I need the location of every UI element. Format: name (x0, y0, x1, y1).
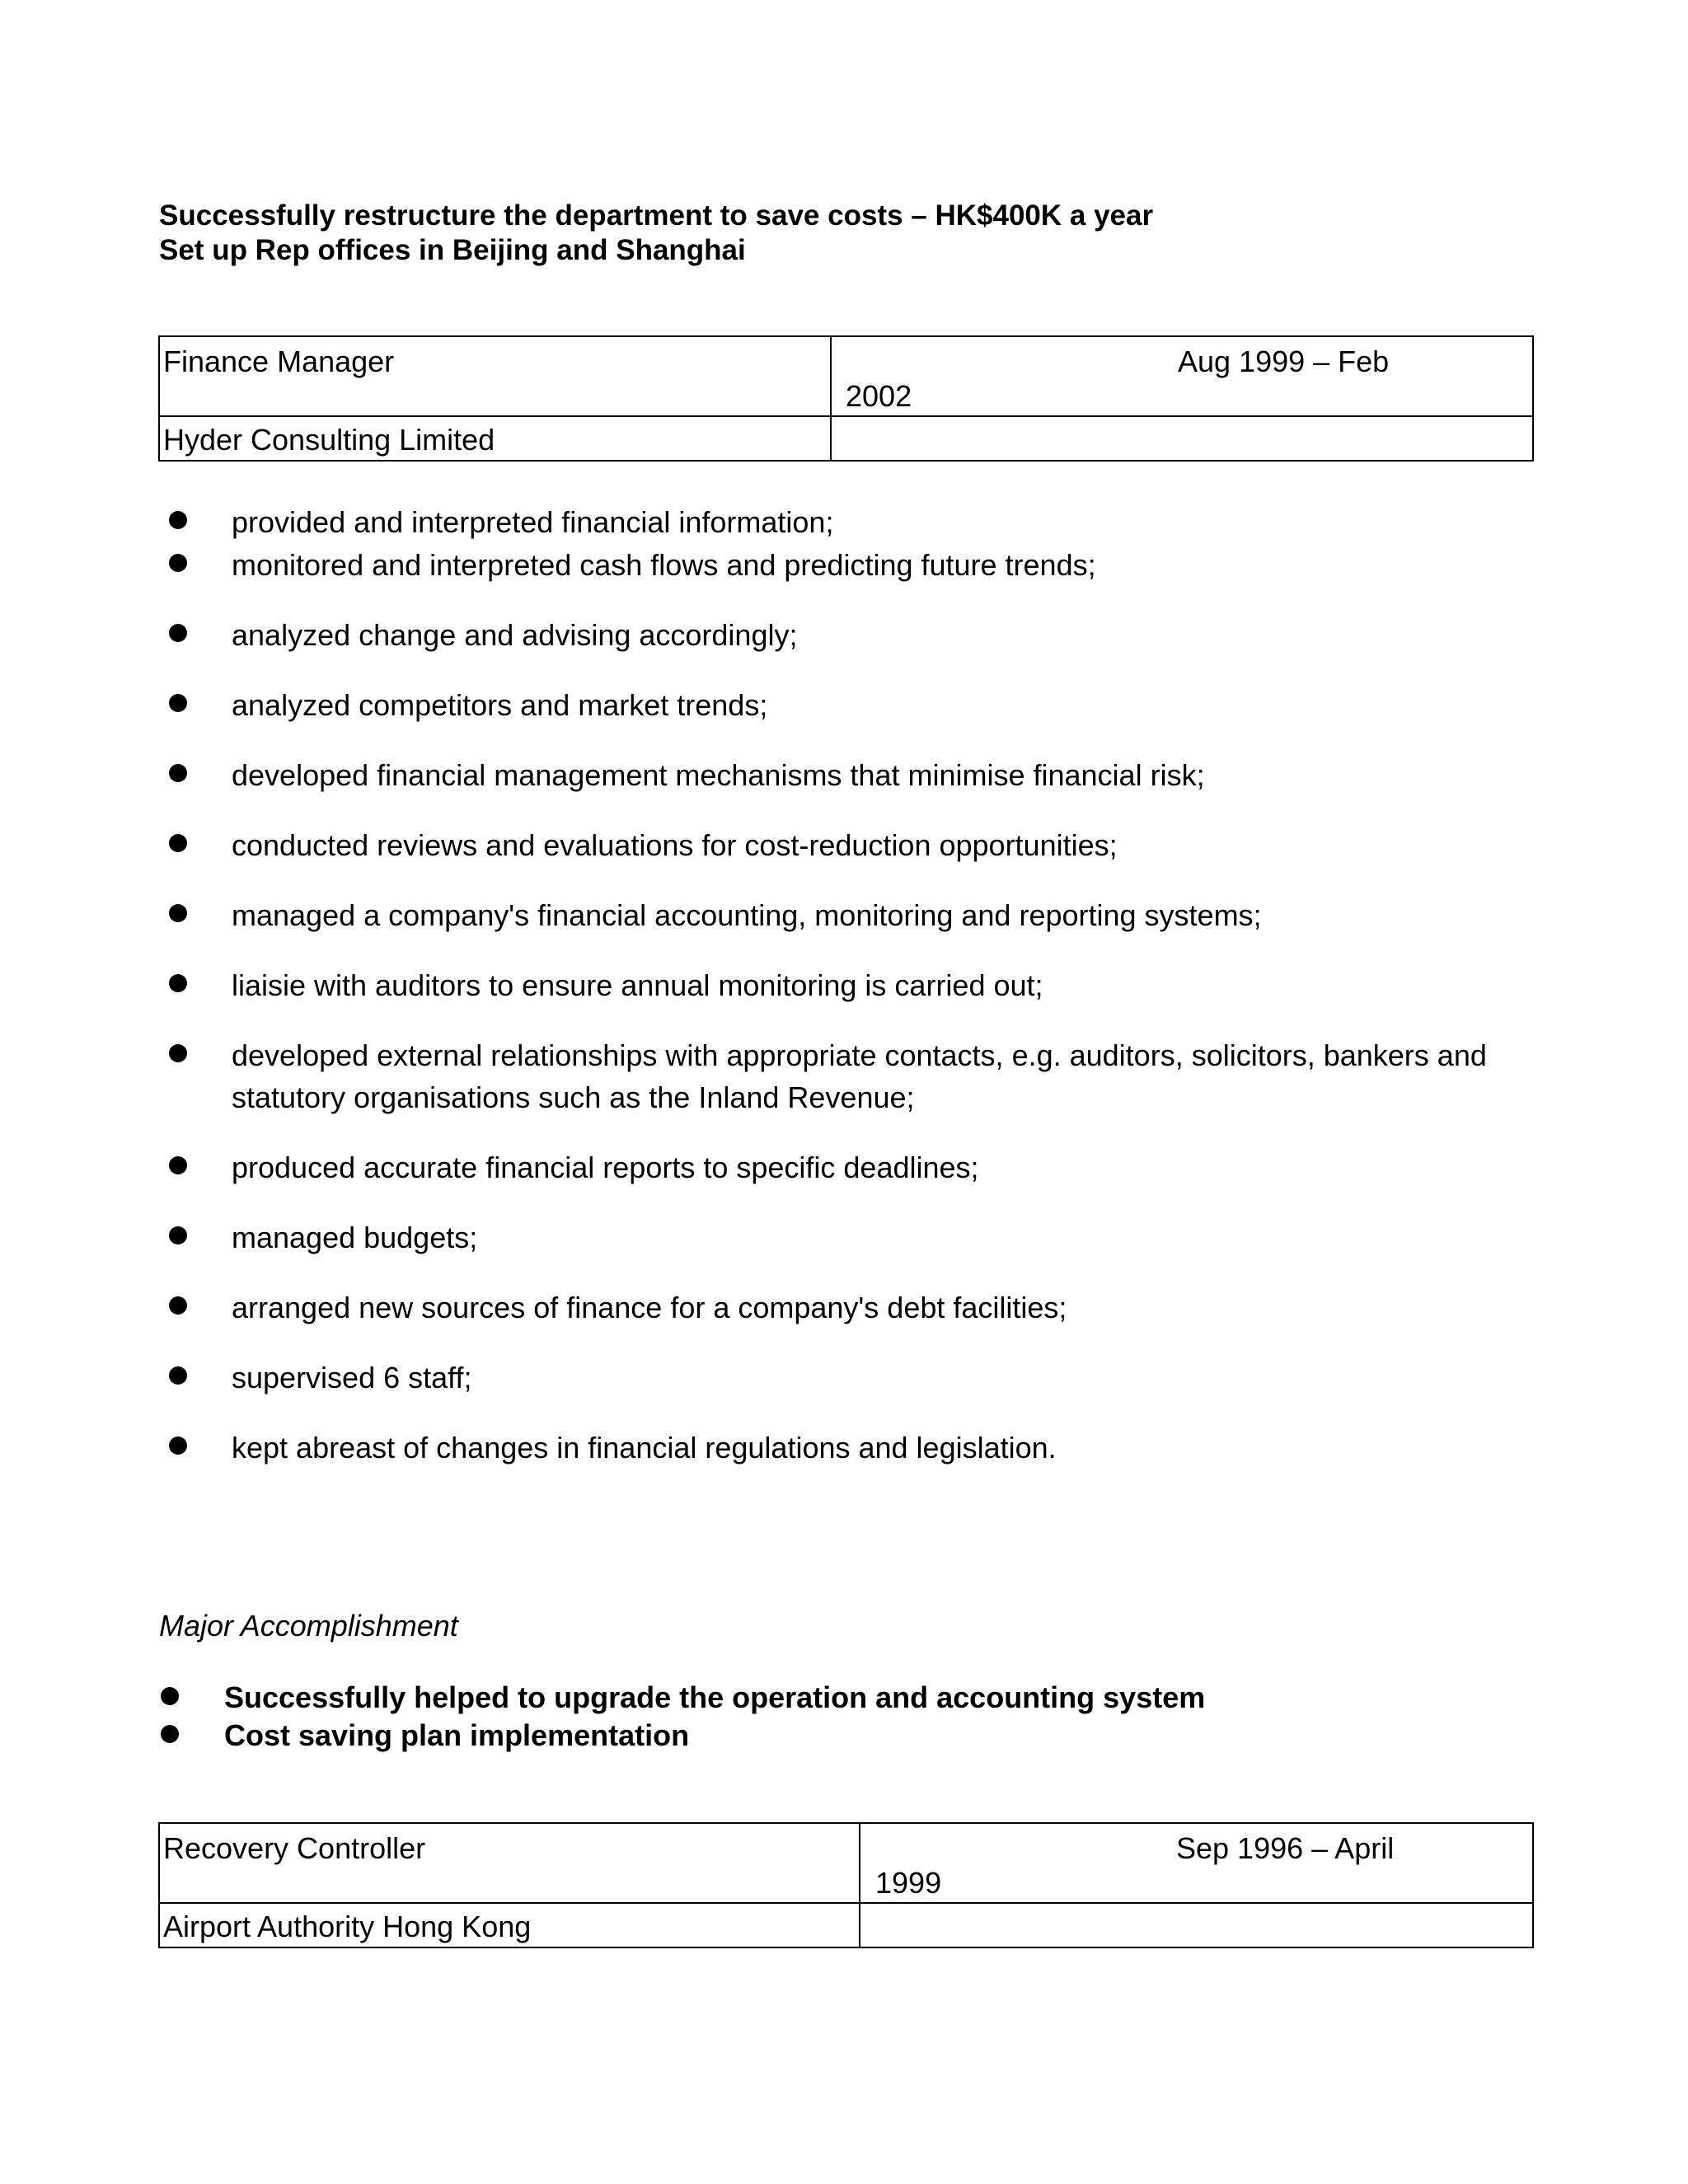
bullet-icon (161, 1687, 179, 1705)
job-table-recovery-controller (158, 1822, 1534, 1948)
company-name: Airport Authority Hong Kong (163, 1910, 532, 1943)
bullet-icon (169, 1226, 187, 1244)
empty-cell (831, 416, 1533, 461)
resume-page: Successfully restructure the department to save costs – HK$400K a year Set up Rep offices in Beijing and Shanghai Finance Manager Aug 1999 – Feb 2002 Hyder Consulting Limited provided and interpreted financial information; monitored and interpreted cash flows and predicting future trends; analyzed change and advising accordingly; analyzed competitors and market trends; developed financial management mechanisms that minimise financial risk; conducted reviews and evaluations for cost-reduction opportunities; managed a company's financial accounting, monitoring and reporting systems; liaisie with auditors to ensure annual monitoring is carried out; developed external relationships with appropriate contacts, e.g. auditors, solicitors, bankers and statutory organisations such as the Inland Revenue; produced accurate financial reports to specific deadlines; managed budgets; arranged new sources of finance for a company's debt facilities; supervised 6 staff; kept abreast of changes in financial regulations and legislation. Major Accomplishment Successfully helped to upgrade the operation and accounting system Cost saving plan implementation Recovery Controller Sep 1996 – April 1999 Airport Authority Hong Kong (0, 0, 1688, 2184)
job-title: Finance Manager (163, 344, 395, 378)
bullet-icon (169, 1156, 187, 1174)
job-title-cell (159, 1823, 860, 1903)
job-date-line2: 1999 (875, 1866, 942, 1900)
job-table-finance-manager (158, 335, 1534, 462)
job-date-cell (831, 336, 1533, 416)
bullet-icon (169, 511, 187, 529)
bullet-icon (169, 764, 187, 782)
empty-cell (860, 1903, 1533, 1947)
job-date-line1: Aug 1999 – Feb (1178, 344, 1390, 378)
job-date-line1: Sep 1996 – April (1176, 1831, 1395, 1865)
company-name: Hyder Consulting Limited (163, 423, 495, 457)
company-cell (159, 1903, 860, 1947)
bullet-icon (161, 1725, 179, 1743)
bullet-icon (169, 1436, 187, 1455)
bullet-icon (169, 1296, 187, 1315)
job-date-line2: 2002 (846, 379, 912, 413)
bullet-icon (169, 624, 187, 642)
job-title-cell (159, 336, 831, 416)
company-cell (159, 416, 831, 461)
bullet-icon (169, 694, 187, 712)
achievement-restructure: Successfully restructure the department to save costs – HK$400K a year (159, 199, 1154, 232)
bullet-icon (169, 834, 187, 852)
bullet-icon (169, 904, 187, 922)
job-date-cell (860, 1823, 1533, 1903)
bullet-icon (169, 1044, 187, 1062)
bullet-icon (169, 1366, 187, 1385)
bullet-icon (169, 554, 187, 572)
major-accomplishment-heading: Major Accomplishment (159, 1609, 458, 1643)
achievement-rep-offices: Set up Rep offices in Beijing and Shanghai (159, 234, 746, 266)
job-title: Recovery Controller (163, 1831, 426, 1865)
bullet-icon (169, 974, 187, 992)
